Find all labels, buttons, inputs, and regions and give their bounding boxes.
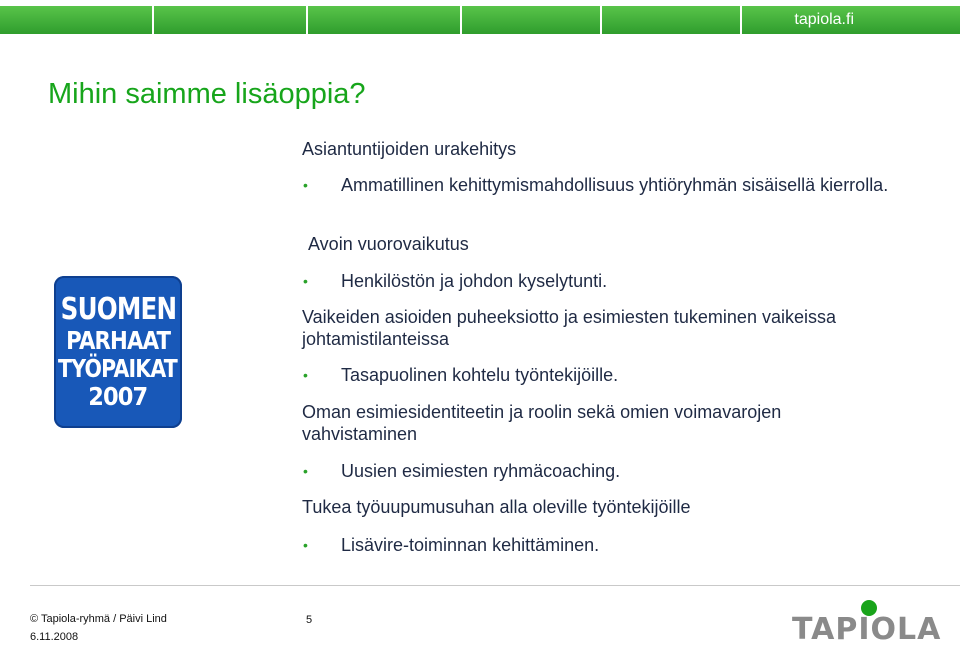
banner-divider — [740, 6, 742, 34]
brand-link[interactable]: tapiola.fi — [794, 11, 854, 28]
section-heading: Tukea työuupumusuhan alla oleville työntekijöille — [302, 497, 691, 517]
banner-divider — [460, 6, 462, 34]
top-banner — [0, 0, 960, 40]
bullet-item: • Tasapuolinen kohtelu työntekijöille. — [341, 364, 901, 386]
section-heading: Vaikeiden asioiden puheeksiotto ja esimiesten tukeminen vaikeissa johtamistilanteissa — [302, 307, 836, 349]
bullet-item: • Henkilöstön ja johdon kyselytunti. — [341, 270, 901, 292]
badge-line-3: TYÖPAIKAT — [58, 354, 178, 383]
bullet-item: • Lisävire-toiminnan kehittäminen. — [341, 534, 901, 556]
banner-divider — [600, 6, 602, 34]
footer-copyright: © Tapiola-ryhmä / Päivi Lind — [30, 613, 167, 625]
footer-page-number: 5 — [306, 614, 313, 626]
tapiola-logo — [792, 598, 952, 647]
bullet-item: • Ammatillinen kehittymismahdollisuus yhtiöryhmän sisäisellä kierrolla. — [341, 174, 901, 196]
logo-wordmark: TAPIOLA — [792, 612, 942, 647]
award-badge — [54, 276, 182, 428]
section-heading: Avoin vuorovaikutus — [308, 234, 469, 254]
badge-line-2: PARHAAT — [65, 326, 170, 355]
section-heading: Oman esimiesidentiteetin ja roolin sekä omien voimavarojen vahvistaminen — [302, 402, 782, 444]
badge-line-1: SUOMEN — [60, 292, 176, 327]
footer-date: 6.11.2008 — [30, 631, 79, 643]
bullet-item: • Uusien esimiesten ryhmäcoaching. — [341, 460, 901, 482]
badge-line-4: 2007 — [88, 382, 148, 411]
section-heading: Asiantuntijoiden urakehitys — [302, 139, 517, 159]
footer-divider — [30, 585, 960, 586]
banner-divider — [306, 6, 308, 34]
banner-divider — [152, 6, 154, 34]
slide-title: Mihin saimme lisäoppia? — [48, 78, 366, 110]
